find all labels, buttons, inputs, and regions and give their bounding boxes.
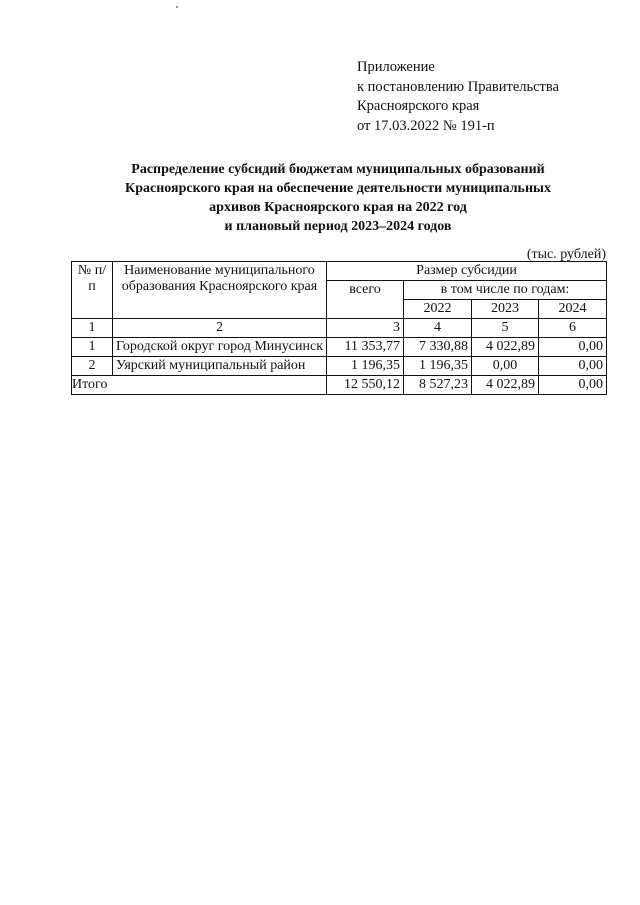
header-total: всего: [327, 281, 404, 319]
row-total: 1 196,35: [327, 357, 404, 376]
document-title: [70, 160, 606, 236]
summary-label: Итого: [72, 376, 327, 395]
header-num: № п/п: [72, 262, 113, 319]
title-line: и плановый период 2023–2024 годов: [224, 219, 452, 234]
col-number: 1: [72, 319, 113, 338]
col-number: 5: [472, 319, 539, 338]
header-year-2024: 2024: [539, 300, 607, 319]
column-number-row: [72, 319, 607, 338]
summary-2024: 0,00: [539, 376, 607, 395]
header-row: [72, 262, 607, 281]
summary-row: [72, 376, 607, 395]
header-by-years: в том числе по годам:: [404, 281, 607, 300]
row-name: Уярский муниципальный район: [113, 357, 327, 376]
row-num: 1: [72, 338, 113, 357]
units-label: (тыс. рублей): [526, 247, 606, 262]
appendix-line: Красноярского края: [357, 98, 480, 114]
summary-2022: 8 527,23: [404, 376, 472, 395]
row-2024: 0,00: [539, 338, 607, 357]
row-2023: 0,00: [472, 357, 539, 376]
title-line: Красноярского края на обеспечение деятельности муниципальных: [125, 181, 551, 196]
row-2023: 4 022,89: [472, 338, 539, 357]
appendix-line: от 17.03.2022 № 191-п: [357, 117, 495, 134]
row-name: Городской округ город Минусинск: [113, 338, 327, 357]
row-2022: 7 330,88: [404, 338, 472, 357]
header-year-2023: 2023: [472, 300, 539, 319]
scan-artifact: [176, 6, 178, 8]
subsidies-table: [71, 261, 607, 395]
col-number: 3: [327, 319, 404, 338]
col-number: 6: [539, 319, 607, 338]
row-2024: 0,00: [539, 357, 607, 376]
row-num: 2: [72, 357, 113, 376]
row-2022: 1 196,35: [404, 357, 472, 376]
col-number: 2: [113, 319, 327, 338]
row-total: 11 353,77: [327, 338, 404, 357]
summary-total: 12 550,12: [327, 376, 404, 395]
header-year-2022: 2022: [404, 300, 472, 319]
appendix-block: [357, 58, 559, 136]
header-name: Наименование муниципального образования Красноярского края: [113, 262, 327, 319]
title-line: Распределение субсидий бюджетам муниципальных образований: [131, 162, 545, 177]
title-line: архивов Красноярского края на 2022 год: [209, 200, 467, 215]
appendix-line: к постановлению Правительства: [357, 78, 559, 95]
col-number: 4: [404, 319, 472, 338]
header-amount: Размер субсидии: [327, 262, 607, 281]
summary-2023: 4 022,89: [472, 376, 539, 395]
table-row: [72, 338, 607, 357]
table-row: [72, 357, 607, 376]
appendix-line: Приложение: [357, 59, 435, 75]
